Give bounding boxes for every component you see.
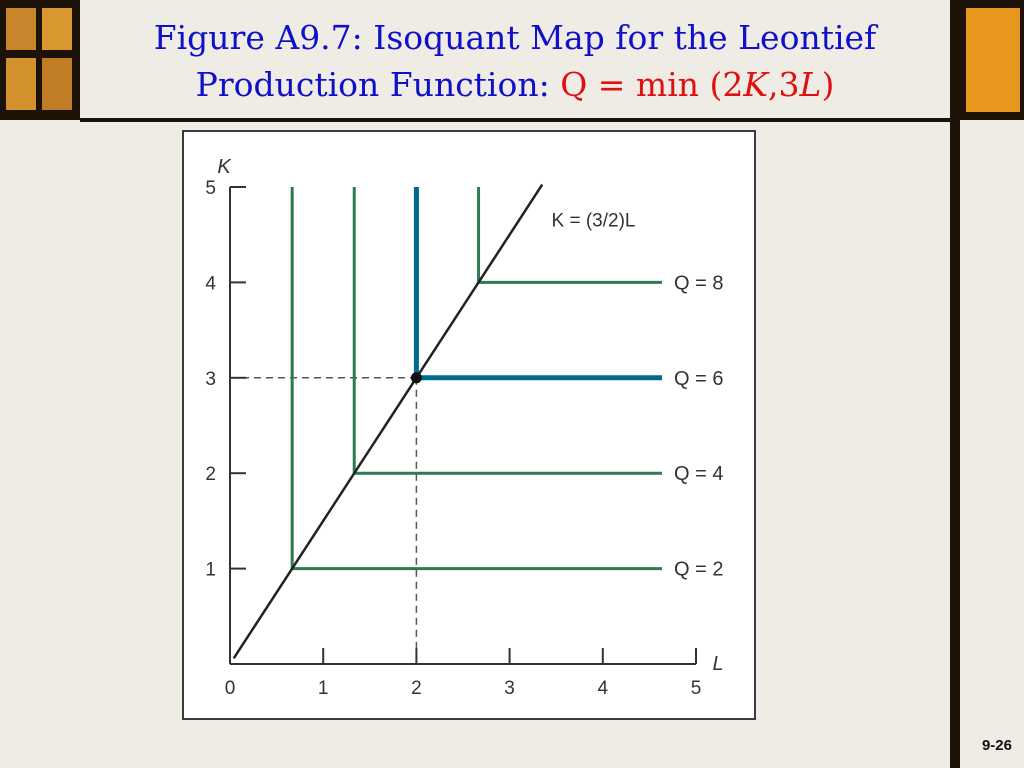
y-axis-label: K xyxy=(217,156,231,178)
isoquant-label: Q = 6 xyxy=(674,367,724,390)
page-number: 9-26 xyxy=(981,737,1012,754)
right-corner-block xyxy=(966,8,1020,112)
isoquant-label: Q = 4 xyxy=(674,463,724,486)
ray-label: K = (3/2)L xyxy=(551,210,636,232)
y-tick-label: 1 xyxy=(205,559,216,581)
isoquant-chart xyxy=(184,132,754,718)
x-tick-label: 3 xyxy=(504,678,515,699)
y-tick-label: 3 xyxy=(205,368,216,390)
isoquant-line xyxy=(479,187,662,282)
formula xyxy=(560,65,834,104)
isoquant-label: Q = 2 xyxy=(674,558,724,581)
x-axis-label: L xyxy=(712,653,724,675)
formula-l: L xyxy=(799,65,822,104)
x-tick-label: 4 xyxy=(597,678,609,699)
title-prefix: Production Function: xyxy=(195,65,561,104)
y-tick-label: 2 xyxy=(205,464,216,486)
title-panel xyxy=(80,0,950,122)
x-tick-label: 5 xyxy=(690,678,702,699)
right-corner-decoration xyxy=(960,0,1024,120)
corner-block xyxy=(6,8,36,50)
formula-k: K xyxy=(743,65,769,104)
x-tick-label: 1 xyxy=(317,678,329,699)
formula-q: Q = min (2 xyxy=(560,65,744,104)
title-line-1: Figure A9.7: Isoquant Map for the Leontief xyxy=(153,18,877,57)
x-tick-label: 0 xyxy=(224,678,236,699)
corner-block xyxy=(42,8,72,50)
slide-title xyxy=(80,14,950,108)
y-tick-label: 5 xyxy=(205,178,216,199)
corner-decoration xyxy=(0,0,80,120)
right-border xyxy=(950,0,960,768)
y-tick-label: 4 xyxy=(205,273,216,295)
isoquant-label: Q = 8 xyxy=(674,272,724,295)
corner-block xyxy=(6,58,36,110)
optimal-point-marker xyxy=(411,372,422,383)
expansion-ray xyxy=(234,185,542,659)
title-line-2 xyxy=(80,61,950,108)
x-tick-label: 2 xyxy=(411,678,422,699)
formula-close: ) xyxy=(821,65,835,104)
corner-block xyxy=(42,58,72,110)
formula-mid: ,3 xyxy=(768,65,800,104)
chart-frame xyxy=(182,130,756,720)
